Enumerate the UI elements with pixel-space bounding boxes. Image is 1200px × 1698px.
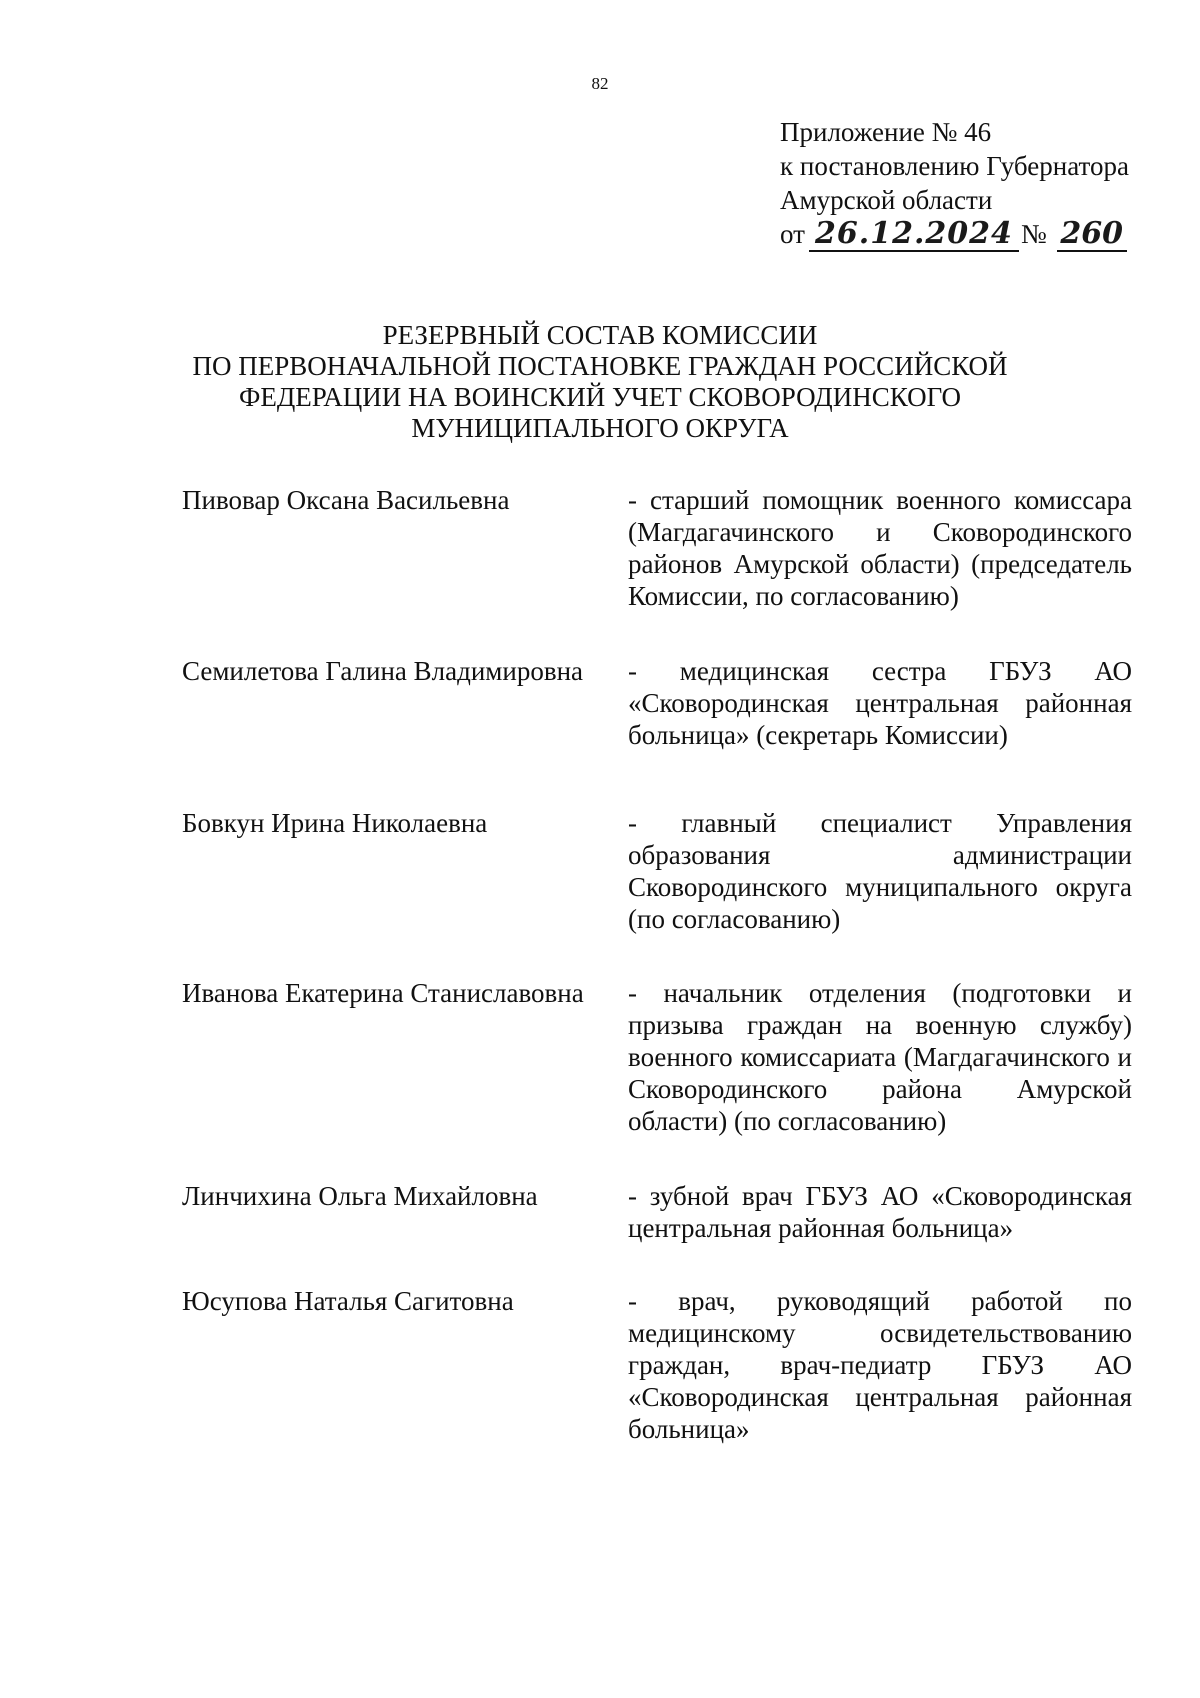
from-label: от bbox=[780, 219, 805, 249]
appendix-decree-ref: к постановлению Губернатора bbox=[780, 151, 1129, 181]
member-row bbox=[182, 655, 1132, 751]
member-row bbox=[182, 1180, 1132, 1244]
member-role: - старший помощник военного комиссара (Магдагачинского и Сковородинского районов Амурской области) (председатель Комиссии, по согласованию) bbox=[628, 485, 1132, 611]
member-role: - врач, руководящий работой по медицинскому освидетельствованию граждан, врач-педиатр ГБУЗ АО «Сковородинская центральная районная больница» bbox=[628, 1286, 1132, 1444]
handwritten-date: 26.12.2024 bbox=[809, 218, 1019, 252]
handwritten-number: 260 bbox=[1057, 218, 1127, 252]
member-name: Юсупова Наталья Сагитовна bbox=[182, 1286, 514, 1316]
page-number: 82 bbox=[591, 74, 609, 93]
appendix-date-line bbox=[780, 217, 1180, 252]
member-row bbox=[182, 1285, 1132, 1445]
appendix-region: Амурской области bbox=[780, 185, 993, 215]
member-row bbox=[182, 977, 1132, 1137]
member-name: Пивовар Оксана Васильевна bbox=[182, 485, 510, 515]
member-role: - начальник отделения (подготовки и призыва граждан на военную службу) военного комиссариата (Магдагачинского и Сковородинского района Амурской области) (по согласованию) bbox=[628, 978, 1132, 1136]
member-row bbox=[182, 807, 1132, 935]
member-row bbox=[182, 484, 1132, 612]
member-role: - зубной врач ГБУЗ АО «Сковородинская центральная районная больница» bbox=[628, 1181, 1132, 1243]
title-line: ПО ПЕРВОНАЧАЛЬНОЙ ПОСТАНОВКЕ ГРАЖДАН РОССИЙСКОЙ bbox=[192, 351, 1008, 381]
title-line: ФЕДЕРАЦИИ НА ВОИНСКИЙ УЧЕТ СКОВОРОДИНСКОГО bbox=[239, 382, 961, 412]
member-role: - медицинская сестра ГБУЗ АО «Сковородинская центральная районная больница» (секретарь Комиссии) bbox=[628, 656, 1132, 750]
title-line: РЕЗЕРВНЫЙ СОСТАВ КОМИССИИ bbox=[382, 320, 818, 350]
members-list bbox=[182, 484, 1132, 1445]
number-label: № bbox=[1020, 219, 1047, 249]
member-name: Линчихина Ольга Михайловна bbox=[182, 1181, 538, 1211]
member-name: Бовкун Ирина Николаевна bbox=[182, 808, 488, 838]
appendix-header bbox=[780, 115, 1180, 252]
document-title bbox=[0, 320, 1200, 444]
member-name: Семилетова Галина Владимировна bbox=[182, 656, 584, 686]
title-line: МУНИЦИПАЛЬНОГО ОКРУГА bbox=[411, 413, 789, 443]
member-role: - главный специалист Управления образования администрации Сковородинского муниципального округа (по согласованию) bbox=[628, 808, 1132, 934]
appendix-number: Приложение № 46 bbox=[780, 117, 992, 147]
member-name: Иванова Екатерина Станиславовна bbox=[182, 978, 584, 1008]
